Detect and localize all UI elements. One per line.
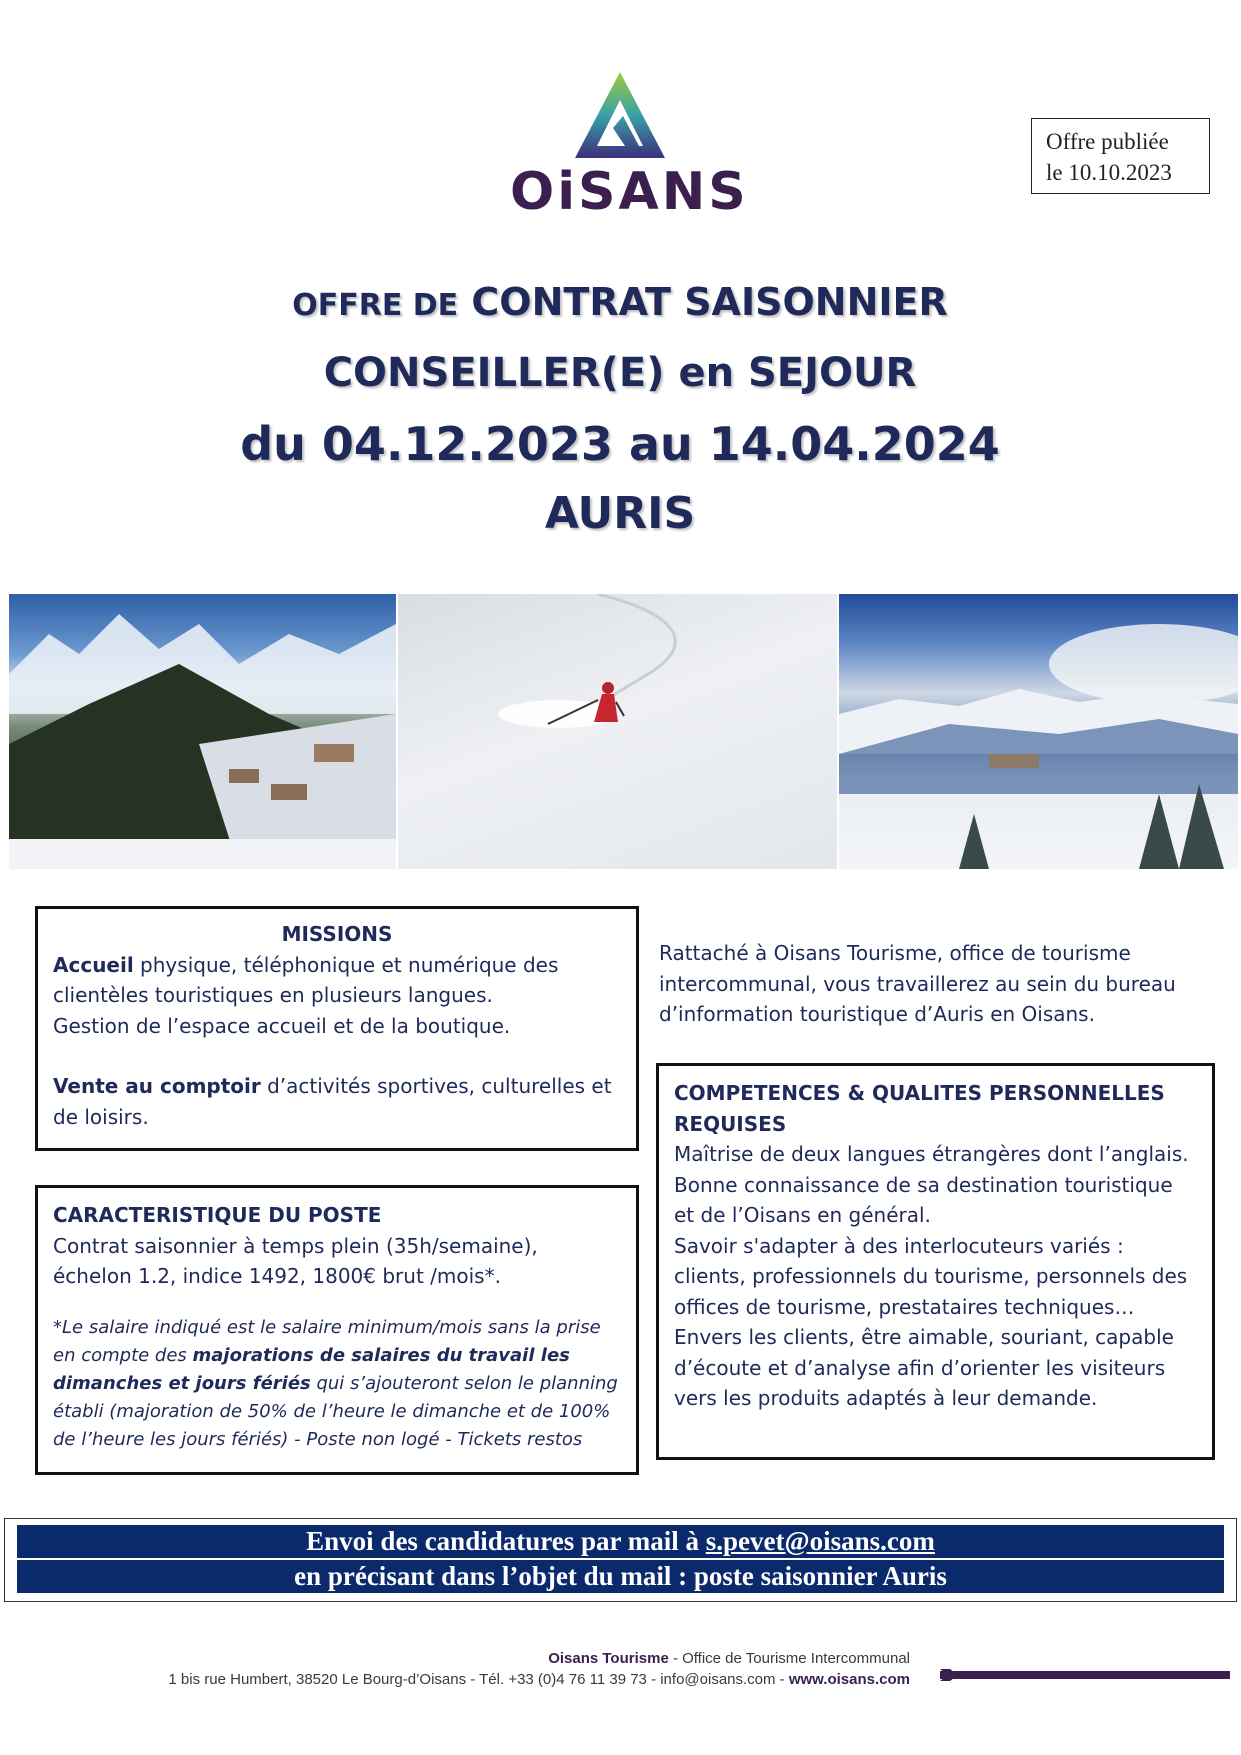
missions-reception-bold: Accueil xyxy=(53,952,134,977)
application-email-link[interactable]: s.pevet@oisans.com xyxy=(705,1526,935,1556)
missions-shop: Gestion de l’espace accueil et de la boutique. xyxy=(53,1013,511,1038)
missions-sales-text: d’activités sportives, culturelles et de loisirs. xyxy=(53,1074,612,1129)
footer-website-link[interactable]: www.oisans.com xyxy=(788,1671,910,1688)
photo-skier xyxy=(398,594,837,869)
missions-heading: MISSIONS xyxy=(281,922,393,946)
salary-note-bold: majorations de salaires du travail les dimanches et jours fériés xyxy=(53,1344,570,1394)
oisans-logo xyxy=(510,70,749,222)
attachment-paragraph: Rattaché à Oisans Tourisme, office de tourisme intercommunal, vous travaillerez au sein du bureau d’information touristique d’Auris en Oisans. xyxy=(659,941,1176,1026)
footer xyxy=(150,1648,910,1690)
title-dates: du 04.12.2023 au 14.04.2024 xyxy=(240,417,1000,471)
published-label: Offre publiée xyxy=(1046,129,1169,154)
photo-ski-resort-panorama xyxy=(839,594,1238,869)
missions-reception xyxy=(53,950,621,1011)
mountain-logo-icon xyxy=(573,70,667,160)
published-date: le 10.10.2023 xyxy=(1046,160,1172,185)
offer-title xyxy=(180,270,1060,548)
missions-sales-bold: Vente au comptoir xyxy=(53,1074,261,1098)
missions-sales xyxy=(53,1071,621,1132)
position-details-box xyxy=(35,1185,639,1475)
application-line-1 xyxy=(17,1525,1224,1558)
salary-note xyxy=(53,1314,621,1454)
skills-attitude: Envers les clients, être aimable, souriant, capable d’écoute et d’analyse afin d’orienter les visiteurs vers les produits adaptés à leur demande. xyxy=(674,1325,1174,1410)
salary-note-b: qui s’ajouteront selon le planning établi (majoration de 50% de l’heure le dimanche et de 100% de l’heure les jours fériés) - Poste non logé - Tickets restos xyxy=(53,1372,618,1450)
footer-org-name: Oisans Tourisme xyxy=(548,1650,669,1667)
title-prefix: OFFRE DE xyxy=(292,288,459,323)
skills-languages: Maîtrise de deux langues étrangères dont l’anglais. xyxy=(674,1142,1189,1166)
missions-box xyxy=(35,906,639,1151)
position-heading: CARACTERISTIQUE DU POSTE xyxy=(53,1203,382,1227)
skills-destination: Bonne connaissance de sa destination touristique et de l’Oisans en général. xyxy=(674,1172,1173,1227)
title-location: AURIS xyxy=(544,488,696,539)
skills-heading: COMPETENCES & QUALITES PERSONNELLES REQUISES xyxy=(674,1081,1165,1136)
skills-adapt: Savoir s'adapter à des interlocuteurs variés : clients, professionnels du tourisme, personnels des offices de tourisme, prestataires techniques… xyxy=(674,1233,1188,1319)
published-date-box xyxy=(1031,118,1210,194)
application-line-2: en précisant dans l’objet du mail : poste saisonnier Auris xyxy=(17,1560,1224,1593)
title-line-1 xyxy=(180,270,1060,338)
skills-box xyxy=(656,1063,1215,1460)
salary-note-a: *Le salaire indiqué est le salaire minimum/mois sans la prise en compte des xyxy=(53,1316,601,1366)
photo-mountain-village xyxy=(9,594,396,869)
footer-accent-bar xyxy=(940,1671,1230,1679)
missions-reception-text: physique, téléphonique et numérique des clientèles touristiques en plusieurs langues. xyxy=(53,952,559,1007)
footer-contact xyxy=(150,1669,910,1690)
title-position: CONSEILLER(E) en SEJOUR xyxy=(323,350,917,396)
application-banner xyxy=(4,1518,1237,1602)
footer-org-desc: - Office de Tourisme Intercommunal xyxy=(668,1650,910,1667)
footer-address: 1 bis rue Humbert, 38520 Le Bourg-d’Oisans - Tél. +33 (0)4 76 11 39 73 - info@oisans.com - xyxy=(168,1671,789,1688)
application-intro: Envoi des candidatures par mail à xyxy=(306,1526,706,1556)
footer-org xyxy=(150,1648,910,1669)
logo-wordmark: OiSANS xyxy=(510,162,749,222)
title-contract: CONTRAT SAISONNIER xyxy=(471,280,948,324)
position-contract: Contrat saisonnier à temps plein (35h/semaine), échelon 1.2, indice 1492, 1800€ brut /mois*. xyxy=(53,1233,538,1288)
